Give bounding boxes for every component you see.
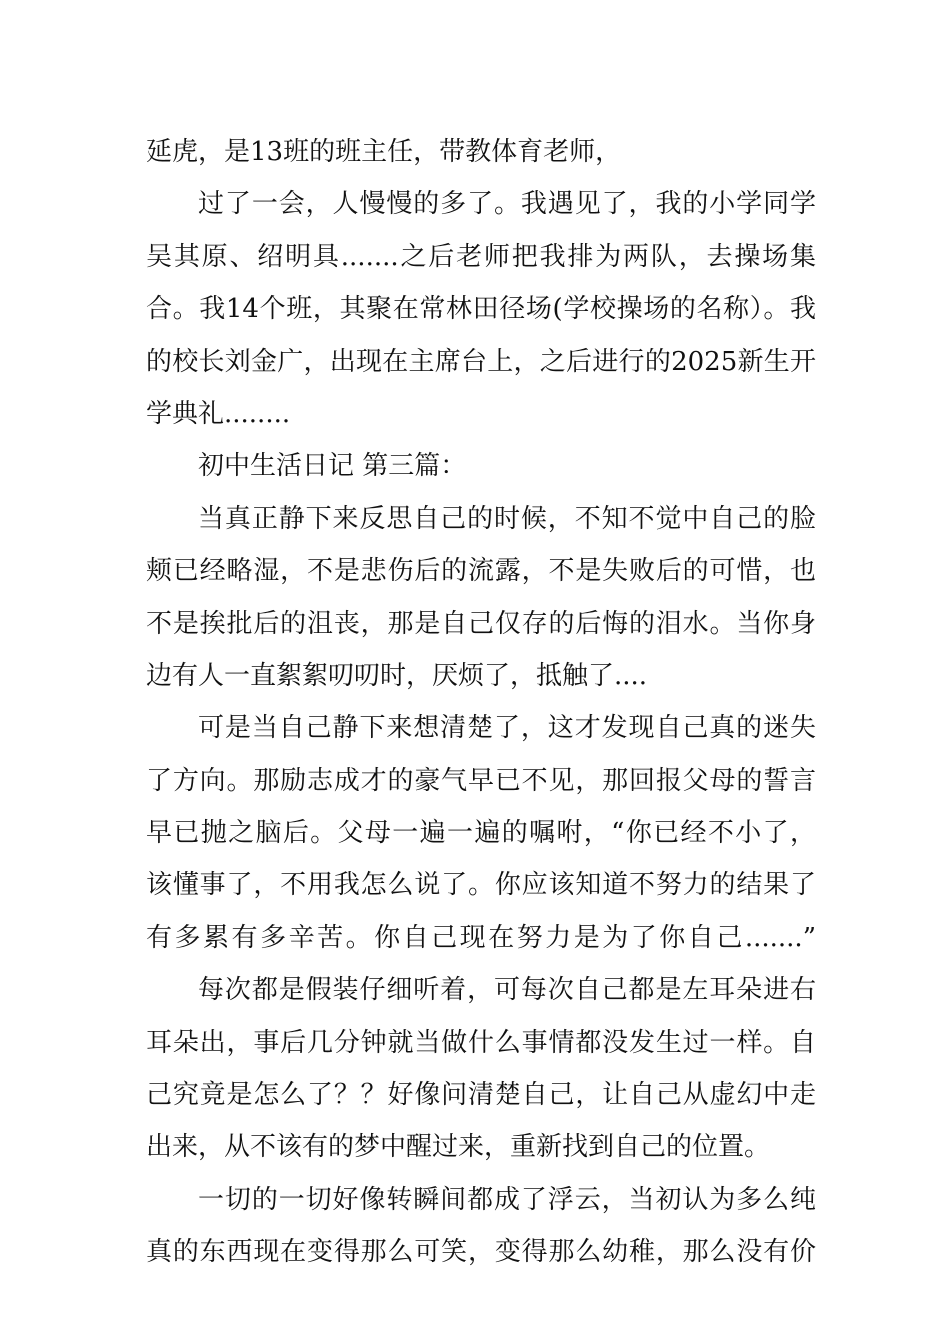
- text-line: 每次都是假装仔细听着，可每次自己都是左耳朵进右: [198, 975, 816, 1006]
- text-line: 的校长刘金广，出现在主席台上，之后进行的2025新生开: [146, 346, 816, 377]
- text-line: 真的东西现在变得那么可笑，变得那么幼稚，那么没有价: [146, 1237, 816, 1268]
- text-line: 己究竟是怎么了？？好像问清楚自己，让自己从虚幻中走: [146, 1080, 816, 1111]
- text-line: 可是当自己静下来想清楚了，这才发现自己真的迷失: [198, 713, 816, 744]
- text-line: 延虎，是13班的班主任，带教体育老师，: [146, 137, 622, 167]
- text-line: 了方向。那励志成才的豪气早已不见，那回报父母的誓言: [146, 765, 816, 796]
- text-line: 不是挨批后的沮丧，那是自己仅存的后悔的泪水。当你身: [146, 608, 816, 639]
- text-line: 有多累有多辛苦。你自己现在努力是为了你自己.......”: [146, 922, 816, 953]
- text-line: 该懂事了，不用我怎么说了。你应该知道不努力的结果了: [146, 870, 816, 901]
- text-line: 吴其原、绍明具.......之后老师把我排为两队，去操场集: [146, 241, 816, 272]
- text-line: 边有人一直絮絮叨叨时，厌烦了，抵触了....: [146, 660, 648, 691]
- text-line: 合。我14个班，其聚在常林田径场(学校操场的名称）。我: [146, 294, 816, 325]
- text-line: 学典礼........: [146, 398, 291, 429]
- text-line: 早已抛之脑后。父母一遍一遍的嘱咐，“你已经不小了，: [146, 818, 816, 849]
- text-line: 颊已经略湿，不是悲伤后的流露，不是失败后的可惜，也: [146, 556, 816, 587]
- text-line: 一切的一切好像转瞬间都成了浮云，当初认为多么纯: [198, 1184, 816, 1215]
- text-line: 初中生活日记 第三篇：: [198, 451, 467, 482]
- text-line: 当真正静下来反思自己的时候，不知不觉中自己的脸: [198, 503, 816, 534]
- text-line: 出来，从不该有的梦中醒过来，重新找到自己的位置。: [146, 1132, 771, 1163]
- text-line: 耳朵出，事后几分钟就当做什么事情都没发生过一样。自: [146, 1027, 816, 1058]
- text-line: 过了一会，人慢慢的多了。我遇见了，我的小学同学: [198, 189, 816, 220]
- body-text: [146, 126, 816, 1279]
